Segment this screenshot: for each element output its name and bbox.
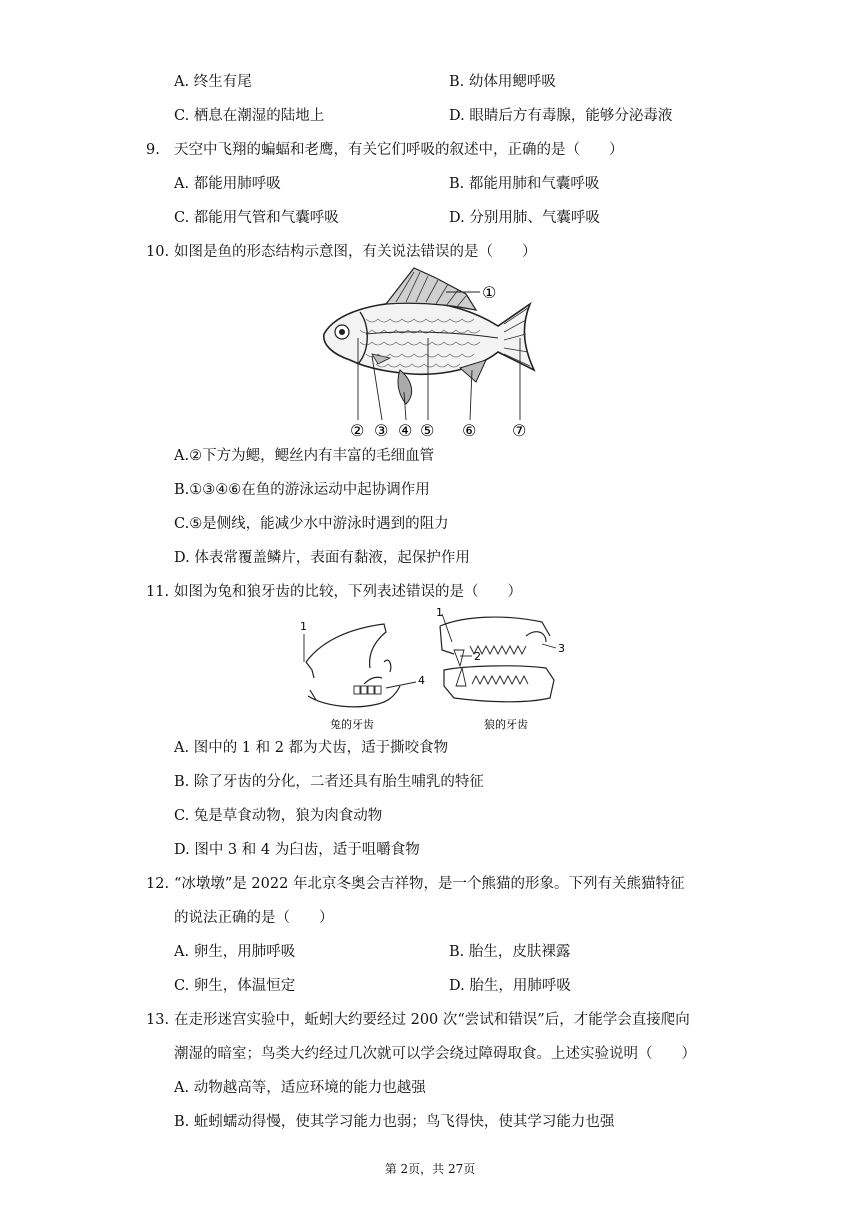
wolf-caption: 狼的牙齿: [484, 718, 528, 731]
q9-number: 9.: [146, 142, 160, 158]
rabbit-molars: [354, 686, 381, 694]
wolf-label-1: 1: [436, 606, 443, 619]
wolf-label-2: 2: [474, 650, 481, 663]
q9-option-a: A. 都能用肺呼吸: [174, 176, 281, 192]
q9-stem: 天空中飞翔的蝙蝠和老鹰，有关它们呼吸的叙述中，正确的是（ ）: [174, 142, 624, 158]
q10-option-b: B.①③④⑥在鱼的游泳运动中起协调作用: [174, 482, 430, 498]
fish-body: [324, 302, 534, 374]
fish-label-6: ⑥: [462, 421, 477, 440]
q12-stem-line1: “冰墩墩”是 2022 年北京冬奥会吉祥物，是一个熊猫的形象。下列有关熊猫特征: [174, 876, 685, 892]
q12-option-b: B. 胎生，皮肤裸露: [449, 944, 571, 960]
q8-option-c: C. 栖息在潮湿的陆地上: [174, 108, 325, 124]
q10-number: 10.: [146, 244, 170, 260]
q11-stem: 如图为兔和狼牙齿的比较，下列表述错误的是（ ）: [174, 584, 522, 600]
rabbit-label-1: 1: [300, 620, 307, 633]
page-footer: 第 2页，共 27页: [384, 1162, 476, 1176]
q12-option-d: D. 胎生，用肺呼吸: [449, 978, 571, 994]
q8-option-a: A. 终生有尾: [174, 74, 252, 90]
q9-option-d: D. 分别用肺、气囊呼吸: [449, 210, 600, 226]
teeth-figure: [294, 606, 574, 734]
q12-option-a: A. 卵生，用肺呼吸: [174, 944, 296, 960]
q10-option-d: D. 体表常覆盖鳞片，表面有黏液，起保护作用: [174, 550, 470, 566]
q13-stem-line1: 在走形迷宫实验中，蚯蚓大约要经过 200 次“尝试和错误”后，才能学会直接爬向: [174, 1012, 690, 1028]
q8-option-d: D. 眼睛后方有毒腺，能够分泌毒液: [449, 108, 673, 124]
q9-option-b: B. 都能用肺和气囊呼吸: [449, 176, 600, 192]
q10-option-a: A.②下方为鳃，鳃丝内有丰富的毛细血管: [174, 448, 435, 464]
fish-label-1: ①: [482, 283, 497, 302]
q11-number: 11.: [146, 584, 170, 600]
q9-option-c: C. 都能用气管和气囊呼吸: [174, 210, 339, 226]
q12-option-c: C. 卵生，体温恒定: [174, 978, 296, 994]
fish-label-7: ⑦: [512, 421, 527, 440]
fish-label-5: ⑤: [420, 421, 435, 440]
fish-label-4: ④: [398, 421, 413, 440]
fish-figure: [316, 264, 548, 442]
q11-option-a: A. 图中的 1 和 2 都为犬齿，适于撕咬食物: [174, 740, 449, 756]
q13-option-b: B. 蚯蚓蠕动得慢，使其学习能力也弱；鸟飞得快，使其学习能力也强: [174, 1114, 615, 1130]
q12-number: 12.: [146, 876, 170, 892]
q13-number: 13.: [146, 1012, 170, 1028]
wolf-lower-teeth: [456, 668, 528, 686]
fish-label-3: ③: [374, 421, 389, 440]
rabbit-caption: 兔的牙齿: [330, 718, 374, 731]
q13-option-a: A. 动物越高等，适应环境的能力也越强: [174, 1080, 426, 1096]
wolf-label-3: 3: [558, 642, 565, 655]
q8-option-b: B. 幼体用鳃呼吸: [449, 74, 556, 90]
q11-option-d: D. 图中 3 和 4 为臼齿，适于咀嚼食物: [174, 842, 420, 858]
fish-dorsal-fin: [386, 268, 476, 310]
rabbit-label-4: 4: [418, 674, 425, 687]
q10-stem: 如图是鱼的形态结构示意图，有关说法错误的是（ ）: [174, 244, 537, 260]
q11-option-c: C. 兔是草食动物，狼为肉食动物: [174, 808, 383, 824]
rabbit-skull: [306, 624, 400, 707]
q13-stem-line2: 潮湿的暗室；鸟类大约经过几次就可以学会绕过障碍取食。上述实验说明（ ）: [174, 1046, 696, 1062]
q11-option-b: B. 除了牙齿的分化，二者还具有胎生哺乳的特征: [174, 774, 484, 790]
fish-label-2: ②: [350, 421, 365, 440]
q10-option-c: C.⑤是侧线，能减少水中游泳时遇到的阻力: [174, 516, 449, 532]
q12-stem-line2: 的说法正确的是（ ）: [174, 910, 334, 926]
